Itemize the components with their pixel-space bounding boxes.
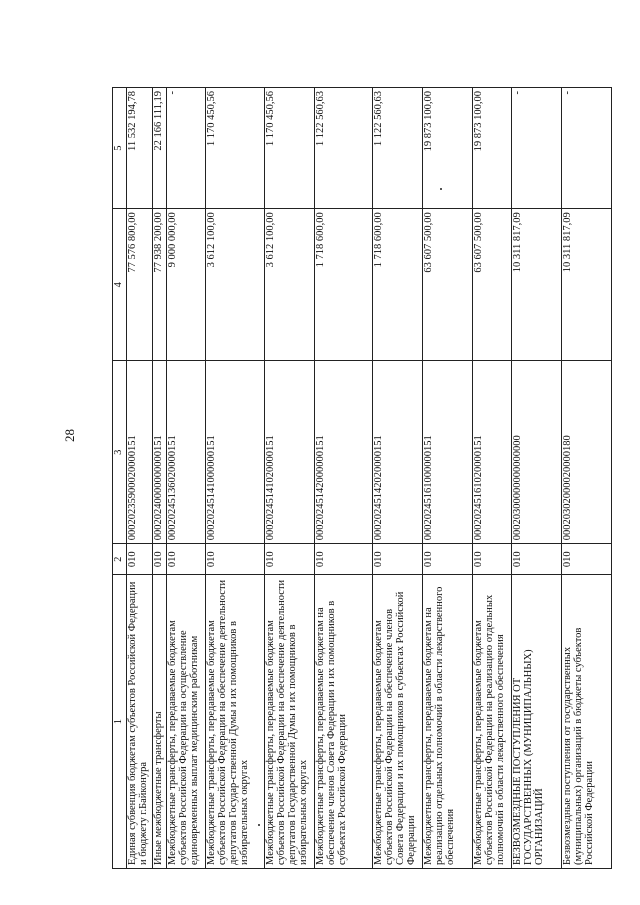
row-name: Безвозмездные поступления от государственных (муниципальных) организаций в бюджеты субъектов Российской Федерации [562, 575, 612, 869]
row-plan: 3 612 100,00 [205, 209, 264, 361]
row-fact: 19 873 100,00 [423, 88, 473, 209]
row-fact: 22 166 111,19 [152, 88, 166, 209]
row-kbk: 00020240000000000151 [152, 361, 166, 544]
row-fact: 1 122 560,63 [373, 88, 423, 209]
row-plan: 10 311 817,09 [562, 209, 612, 361]
row-fact: - [512, 88, 562, 209]
table-row [562, 88, 612, 869]
row-fact: - [562, 88, 612, 209]
row-name: Межбюджетные трансферты, передаваемые бюджетам на реализацию отдельных полномочий в области лекарственного обеспечения [423, 575, 473, 869]
row-plan: 1 718 600,00 [373, 209, 423, 361]
scan-speck [258, 824, 260, 826]
header-col-4: 4 [113, 209, 127, 361]
row-kbk: 00020245141000000151 [205, 361, 264, 544]
row-code: 010 [166, 544, 205, 575]
row-plan: 77 938 200,00 [152, 209, 166, 361]
table-row [473, 88, 512, 869]
table-row [152, 88, 166, 869]
table-row [373, 88, 423, 869]
scan-speck [440, 188, 442, 190]
row-name: Межбюджетные трансферты, передаваемые бюджетам субъектов Российской Федерации на обеспечение деятельности депутатов Государственной Думы и их помощников в избирательных округах [264, 575, 314, 869]
row-fact: 1 122 560,63 [314, 88, 373, 209]
row-kbk: 00020302000020000180 [562, 361, 612, 544]
row-plan: 63 607 500,00 [423, 209, 473, 361]
row-code: 010 [152, 544, 166, 575]
row-name: БЕЗВОЗМЕЗДНЫЕ ПОСТУПЛЕНИЯ ОТ ГОСУДАРСТВЕННЫХ (МУНИЦИПАЛЬНЫХ) ОРГАНИЗАЦИЙ [512, 575, 562, 869]
row-name: Иные межбюджетные трансферты [152, 575, 166, 869]
row-fact: 1 170 450,56 [264, 88, 314, 209]
header-row [113, 88, 127, 869]
header-col-3: 3 [113, 361, 127, 544]
row-code: 010 [562, 544, 612, 575]
row-fact: 11 532 194,78 [127, 88, 153, 209]
header-col-1: 1 [113, 575, 127, 869]
table-row [127, 88, 153, 869]
page-number: 28 [62, 429, 77, 442]
row-kbk: 00020245161000000151 [423, 361, 473, 544]
budget-table-container [112, 87, 612, 869]
row-name: Единая субвенция бюджетам субъектов Российской Федерации и бюджету г.Байконура [127, 575, 153, 869]
row-plan: 9 000 000,00 [166, 209, 205, 361]
row-code: 010 [512, 544, 562, 575]
row-kbk: 00020235900020000151 [127, 361, 153, 544]
row-plan: 63 607 500,00 [473, 209, 512, 361]
table-row [512, 88, 562, 869]
row-code: 010 [264, 544, 314, 575]
row-name: Межбюджетные трансферты, передаваемые бюджетам субъектов Российской Федерации на обеспечение членов Совета Федерации и их помощников в субъектах Российской Федерации [373, 575, 423, 869]
table-row [423, 88, 473, 869]
row-kbk: 00020300000000000000 [512, 361, 562, 544]
budget-table [112, 87, 612, 869]
row-plan: 77 576 800,00 [127, 209, 153, 361]
row-kbk: 00020245142020000151 [373, 361, 423, 544]
row-fact: - [166, 88, 205, 209]
row-plan: 3 612 100,00 [264, 209, 314, 361]
header-col-5: 5 [113, 88, 127, 209]
row-code: 010 [373, 544, 423, 575]
row-fact: 1 170 450,56 [205, 88, 264, 209]
table-row [166, 88, 205, 869]
row-kbk: 00020245161020000151 [473, 361, 512, 544]
row-code: 010 [205, 544, 264, 575]
row-kbk: 00020245141020000151 [264, 361, 314, 544]
row-name: Межбюджетные трансферты, передаваемые бюджетам на обеспечение членов Совета Федерации и их помощников в субъектах Российской Федерации [314, 575, 373, 869]
table-row [314, 88, 373, 869]
row-fact: 19 873 100,00 [473, 88, 512, 209]
table-row [264, 88, 314, 869]
row-kbk: 00020245136020000151 [166, 361, 205, 544]
row-name: Межбюджетные трансферты, передаваемые бюджетам субъектов Российской Федерации на обеспечение деятельности депутатов Государ-ственной Думы и их помощников в избирательных округах [205, 575, 264, 869]
row-code: 010 [423, 544, 473, 575]
header-col-2: 2 [113, 544, 127, 575]
row-plan: 10 311 817,09 [512, 209, 562, 361]
row-plan: 1 718 600,00 [314, 209, 373, 361]
row-code: 010 [127, 544, 153, 575]
row-kbk: 00020245142000000151 [314, 361, 373, 544]
row-name: Межбюджетные трансферты, передаваемые бюджетам субъектов Российской Федерации на осуществление единовременных выплат медицинским работникам [166, 575, 205, 869]
row-name: Межбюджетные трансферты, передаваемые бюджетам субъектов Российской Федерации на реализацию отдельных полномочий в области лекарственного обеспечения [473, 575, 512, 869]
table-row [205, 88, 264, 869]
row-code: 010 [314, 544, 373, 575]
row-code: 010 [473, 544, 512, 575]
